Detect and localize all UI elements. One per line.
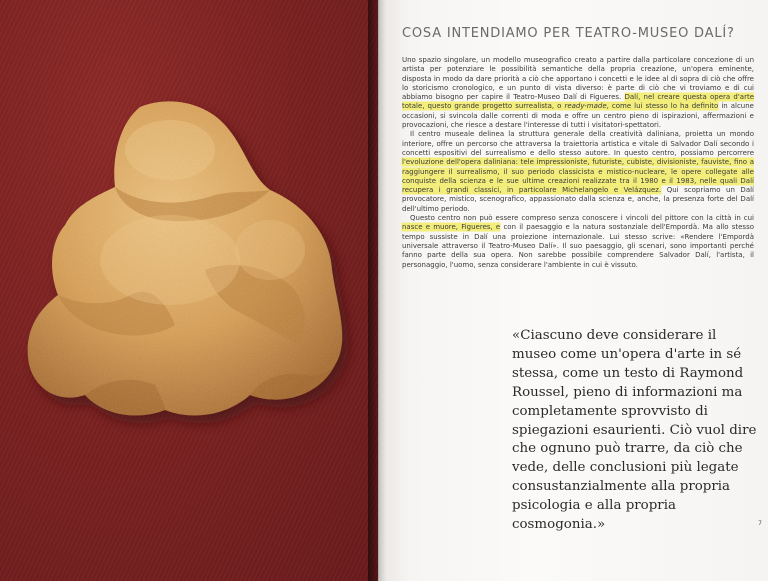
text-run: Il centro museale delinea la struttura generale della creatività daliniana, proietta un mondo interiore, offre un percorso che attraversa la traiettoria artistica e vitale di Salvador Dalí secondo i concetti espositivi del surrealismo e dello stesso autore. In questo centro, possiamo percorrere (402, 130, 754, 157)
text-run: Questo centro non può essere compreso senza conoscere i vincoli del pittore con la città in cui (410, 214, 754, 223)
text-run: con il paesaggio e la natura sostanziale dell'Empordà. Ma allo stesso tempo sussiste in Dalí una proiezione internazionale. Lui stesso scrive: «Rendere l'Empordà universale attraverso il Teatro-Museo Dalí». Il suo paesaggio, gli scenari, sono importanti perché fanno parte della sua opera. Non sarebbe possibile comprendere Salvador Dalí, l'artista, il personaggio, l'uomo, senza considerare l'ambiente in cui è vissuto. (402, 223, 754, 269)
text-run: in alcune occasioni, si svincola dalle correnti di moda e offre un centro pieno di ispirazioni, affermazioni e provocazioni, che riesce a destare l'interesse di tutti i visitatori-spettatori. (402, 102, 754, 130)
text-run: Uno spazio singolare, un modello museografico creato a partire dalla particolare concezione di un artista per potenziare le possibilità semantiche della propria creazione, un'opera eminente, disposta in modo da dare priorità a ciò che apportano i concetti e le idee al di sopra di ciò che offre lo storicismo cronologico, e un punto di vista diverso: è parte di ciò che vi troviamo e di cui abbiamo bisogno per capire il Teatro-Museo Dalí di Figueres. (402, 56, 754, 102)
text-run: Qui scopriamo un Dalí provocatore, mistico, scenografico, appassionato dalla scienza e, anche, la presenza forte del Dalí dell'ultimo periodo. (402, 186, 754, 213)
text-page (378, 0, 768, 581)
bread-sculpture-photo (20, 95, 360, 435)
highlighted-text: , come lui stesso lo ha definito (606, 102, 719, 111)
paragraph-1 (402, 56, 754, 130)
paragraph-2 (402, 130, 754, 214)
highlighted-text: Dalí, nel creare questa opera d'arte totale, questo grande progetto surrealista, o (402, 93, 755, 111)
dali-quote: «Ciascuno deve considerare il museo come un'opera d'arte in sé stessa, come un testo di Raymond Roussel, pieno di informazioni ma completamente sprovvisto di spiegazioni esaurienti. Ciò vuol dire che ognuno può trarre, da ciò che vede, delle conclusioni più legate consustanzialmente alla propria psicologia e alla propria cosmogonia.» (512, 328, 757, 533)
paragraph-3 (402, 214, 754, 270)
highlighted-text: l'evoluzione dell'opera daliniana: tele impressioniste, futuriste, cubiste, divisioniste, fauviste, fino a raggiungere il surrealismo, il suo periodo classicista e mistico-nucleare, le opere collegate alle conquiste della scienza e le sue ultime creazioni realizzate tra il 1980 e il 1983, nelle quali Dalí recupera i grandi classici, in particolare Michelangelo e Velázquez. (402, 158, 754, 195)
book-spine-shadow (368, 0, 386, 581)
sculpture-photo-page (0, 0, 378, 581)
body-text (402, 56, 754, 270)
highlighted-text: nasce e muore, Figueres, e (402, 223, 501, 232)
highlighted-text-italic: ready-made (564, 102, 607, 111)
page-number: 7 (758, 520, 762, 527)
page-title: COSA INTENDIAMO PER TEATRO-MUSEO DALÍ? (402, 26, 735, 41)
